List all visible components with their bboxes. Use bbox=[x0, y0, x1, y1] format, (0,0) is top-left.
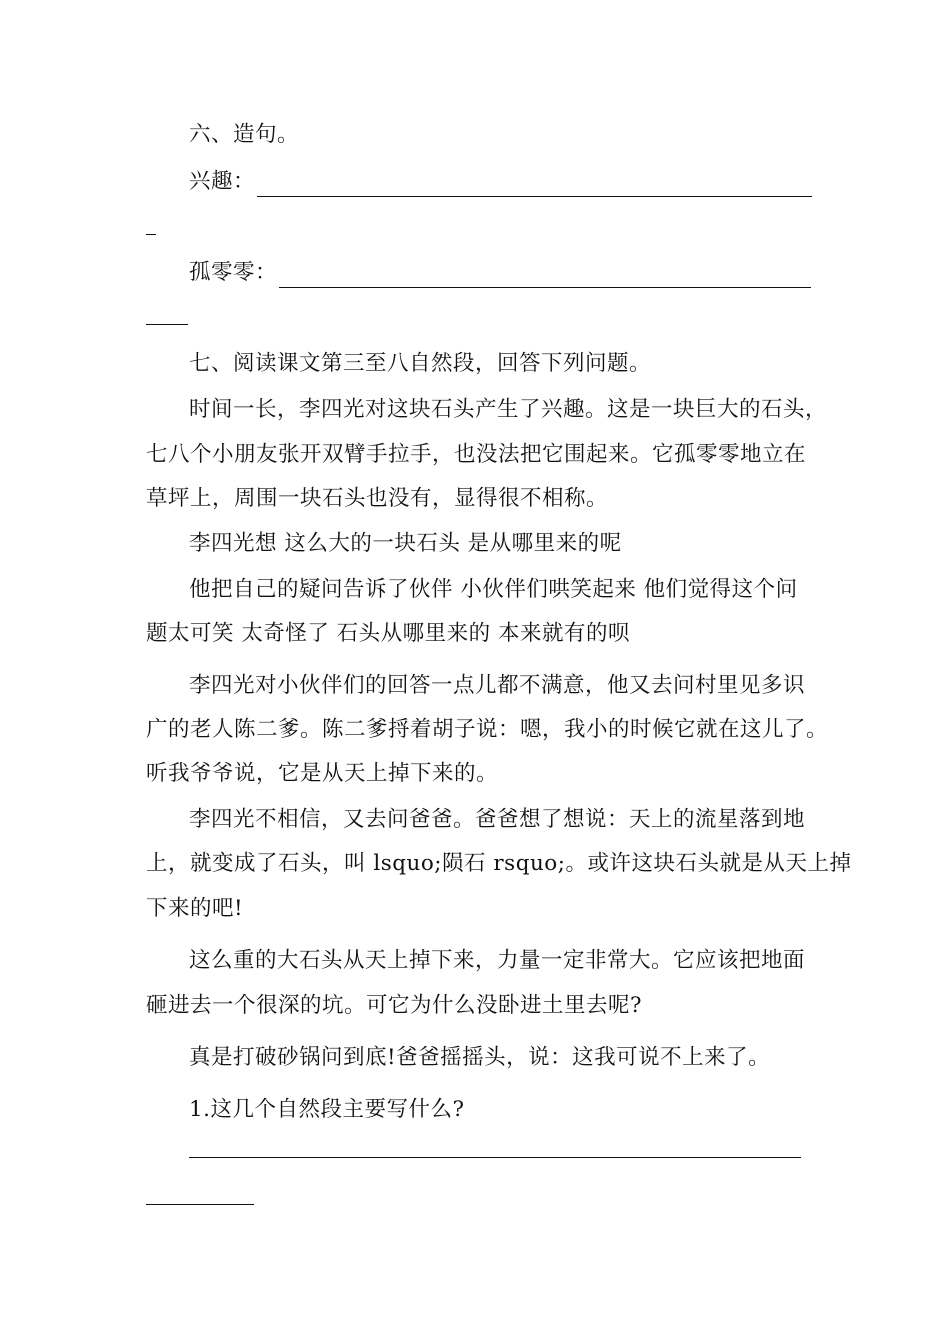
passage-line: 听我爷爷说，它是从天上掉下来的。 bbox=[146, 761, 499, 786]
sentence-item-2 bbox=[189, 258, 869, 288]
answer-line-continuation[interactable] bbox=[146, 324, 188, 325]
passage-line: 他把自己的疑问告诉了伙伴 小伙伴们哄笑起来 他们觉得这个问 bbox=[189, 577, 798, 602]
passage-line: 上，就变成了石头，叫 lsquo;陨石 rsquo;。或许这块石头就是从天上掉 bbox=[146, 851, 852, 876]
question-1: 1.这几个自然段主要写什么? bbox=[189, 1097, 465, 1122]
answer-line[interactable] bbox=[189, 1157, 801, 1158]
passage-line: 李四光想 这么大的一块石头 是从哪里来的呢 bbox=[189, 531, 622, 556]
sentence-word-label: 孤零零： bbox=[189, 260, 278, 285]
passage-line: 真是打破砂锅问到底!爸爸摇摇头，说：这我可说不上来了。 bbox=[189, 1045, 771, 1070]
passage-line: 这么重的大石头从天上掉下来，力量一定非常大。它应该把地面 bbox=[189, 948, 806, 973]
answer-line-continuation[interactable] bbox=[146, 1204, 254, 1205]
answer-line[interactable] bbox=[257, 170, 812, 197]
answer-line-continuation[interactable] bbox=[146, 234, 156, 235]
passage-line: 李四光不相信，又去问爸爸。爸爸想了想说：天上的流星落到地 bbox=[189, 807, 806, 832]
section-7-heading: 七、阅读课文第三至八自然段，回答下列问题。 bbox=[189, 351, 652, 376]
passage-line: 题太可笑 太奇怪了 石头从哪里来的 本来就有的呗 bbox=[146, 621, 631, 646]
passage-line: 砸进去一个很深的坑。可它为什么没卧进土里去呢? bbox=[146, 993, 643, 1018]
passage-line: 时间一长，李四光对这块石头产生了兴趣。这是一块巨大的石头， bbox=[189, 397, 828, 422]
sentence-item-1 bbox=[189, 167, 869, 197]
sentence-word-label: 兴趣： bbox=[189, 169, 256, 194]
passage-line: 七八个小朋友张开双臂手拉手，也没法把它围起来。它孤零零地立在 bbox=[146, 442, 807, 467]
section-6-heading: 六、造句。 bbox=[189, 122, 300, 147]
passage-line: 广的老人陈二爹。陈二爹捋着胡子说：嗯，我小的时候它就在这儿了。 bbox=[146, 717, 829, 742]
answer-line[interactable] bbox=[279, 261, 811, 288]
passage-line: 李四光对小伙伴们的回答一点儿都不满意，他又去问村里见多识 bbox=[189, 673, 806, 698]
passage-line: 草坪上，周围一块石头也没有，显得很不相称。 bbox=[146, 486, 609, 511]
passage-line: 下来的吧! bbox=[146, 896, 244, 921]
